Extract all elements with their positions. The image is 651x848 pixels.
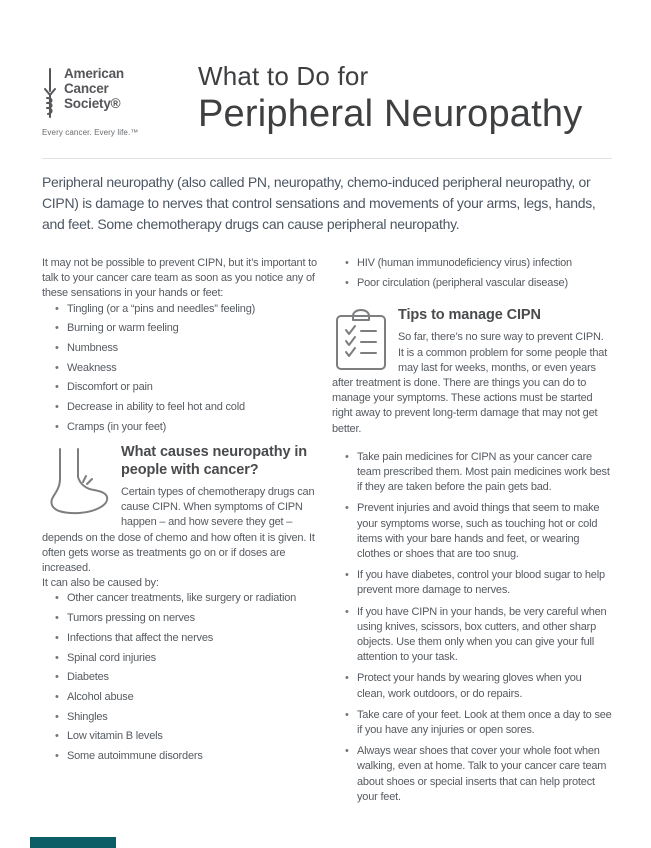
acs-logo-text xyxy=(64,66,124,111)
list-item: • Poor circulation (peripheral vascular disease) xyxy=(345,276,612,291)
list-item: • Burning or warm feeling xyxy=(55,321,320,336)
list-item: • Cramps (in your feet) xyxy=(55,420,320,435)
causes-list xyxy=(42,591,320,764)
causes-body: Certain types of chemotherapy drugs can cause CIPN. When symptoms of CIPN happen – and how severe they get – depends on the dose of chemo and how often it is given. It often gets worse as treatments go on or if doses are increased. xyxy=(42,486,315,575)
causes-section xyxy=(42,444,320,576)
acs-logo xyxy=(42,66,175,137)
foot-icon xyxy=(46,446,110,518)
page-title xyxy=(198,62,582,136)
tips-list xyxy=(332,450,612,805)
acs-logo-line1: American xyxy=(64,66,124,81)
list-item: • Tumors pressing on nerves xyxy=(55,611,320,626)
also-caused-lead: It can also be caused by: xyxy=(42,577,159,590)
intro-paragraph: Peripheral neuropathy (also called PN, neuropathy, chemo-induced peripheral neuropathy, or CIPN) is damage to nerves that control sensations and movements of your arms, legs, hands, and feet. Some chemotherapy drugs can cause peripheral neuropathy. xyxy=(42,174,596,232)
footer-accent-bar xyxy=(30,837,116,848)
sensations-list xyxy=(42,302,320,435)
list-item: • Decrease in ability to feel hot and cold xyxy=(55,400,320,415)
causes-continued-list xyxy=(332,256,612,291)
acs-sword-of-hope-icon xyxy=(42,67,64,119)
list-item: • Diabetes xyxy=(55,670,320,685)
left-column xyxy=(42,256,320,811)
tips-body: So far, there’s no sure way to prevent CIPN. It is a common problem for some people that may last for weeks, months, or even years after treatment is done. There are things you can do to manage your symptoms. These actions must be started right away to prevent long-term damage that may not get better. xyxy=(332,331,608,435)
list-item: • Tingling (or a “pins and needles” feeling) xyxy=(55,302,320,317)
list-item: • Prevent injuries and avoid things that seem to make your symptoms worse, such as touching hot or cold items with your bare hands and feet, or wearing clothes or shoes that are too snug. xyxy=(345,501,612,562)
list-item: • If you have CIPN in your hands, be very careful when using knives, scissors, box cutters, and other sharp objects. Use them only when you can give your full attention to your task. xyxy=(345,605,612,666)
causes-heading: What causes neuropathy in people with cancer? xyxy=(121,444,308,478)
list-item: • Low vitamin B levels xyxy=(55,729,320,744)
list-item: • Other cancer treatments, like surgery or radiation xyxy=(55,591,320,606)
acs-logo-line2: Cancer xyxy=(64,81,109,96)
list-item: • Numbness xyxy=(55,341,320,356)
clipboard-checklist-icon xyxy=(334,309,388,371)
title-main: Peripheral Neuropathy xyxy=(198,92,583,135)
list-item: • Weakness xyxy=(55,361,320,376)
list-item: • Some autoimmune disorders xyxy=(55,749,320,764)
list-item: • Shingles xyxy=(55,710,320,725)
header xyxy=(0,0,651,137)
right-column xyxy=(332,256,612,811)
list-item: • Discomfort or pain xyxy=(55,380,320,395)
acs-tagline: Every cancer. Every life.™ xyxy=(42,128,139,137)
list-item: • Alcohol abuse xyxy=(55,690,320,705)
list-item: • Take pain medicines for CIPN as your cancer care team prescribed them. Most pain medicines work best if they are taken before the pain gets bad. xyxy=(345,450,612,496)
list-item: • If you have diabetes, control your blood sugar to help prevent more damage to nerves. xyxy=(345,568,612,598)
tips-section xyxy=(332,307,612,437)
header-divider xyxy=(42,158,612,159)
list-item: • Take care of your feet. Look at them once a day to see if you have any injuries or open sores. xyxy=(345,708,612,738)
list-item: • Infections that affect the nerves xyxy=(55,631,320,646)
two-column-body xyxy=(42,256,612,811)
tips-heading: Tips to manage CIPN xyxy=(398,306,541,323)
list-item: • Always wear shoes that cover your whole foot when walking, even at home. Talk to your cancer care team about shoes or special inserts that can help protect your feet. xyxy=(345,744,612,805)
acs-logo-line3: Society® xyxy=(64,96,121,111)
title-kicker: What to Do for xyxy=(198,61,369,91)
list-item: • HIV (human immunodeficiency virus) infection xyxy=(345,256,612,271)
list-item: • Spinal cord injuries xyxy=(55,651,320,666)
list-item: • Protect your hands by wearing gloves when you clean, work outdoors, or do repairs. xyxy=(345,671,612,701)
sensations-lead: It may not be possible to prevent CIPN, but it’s important to talk to your cancer care team as soon as you notice any of these sensations in your hands or feet: xyxy=(42,257,317,300)
